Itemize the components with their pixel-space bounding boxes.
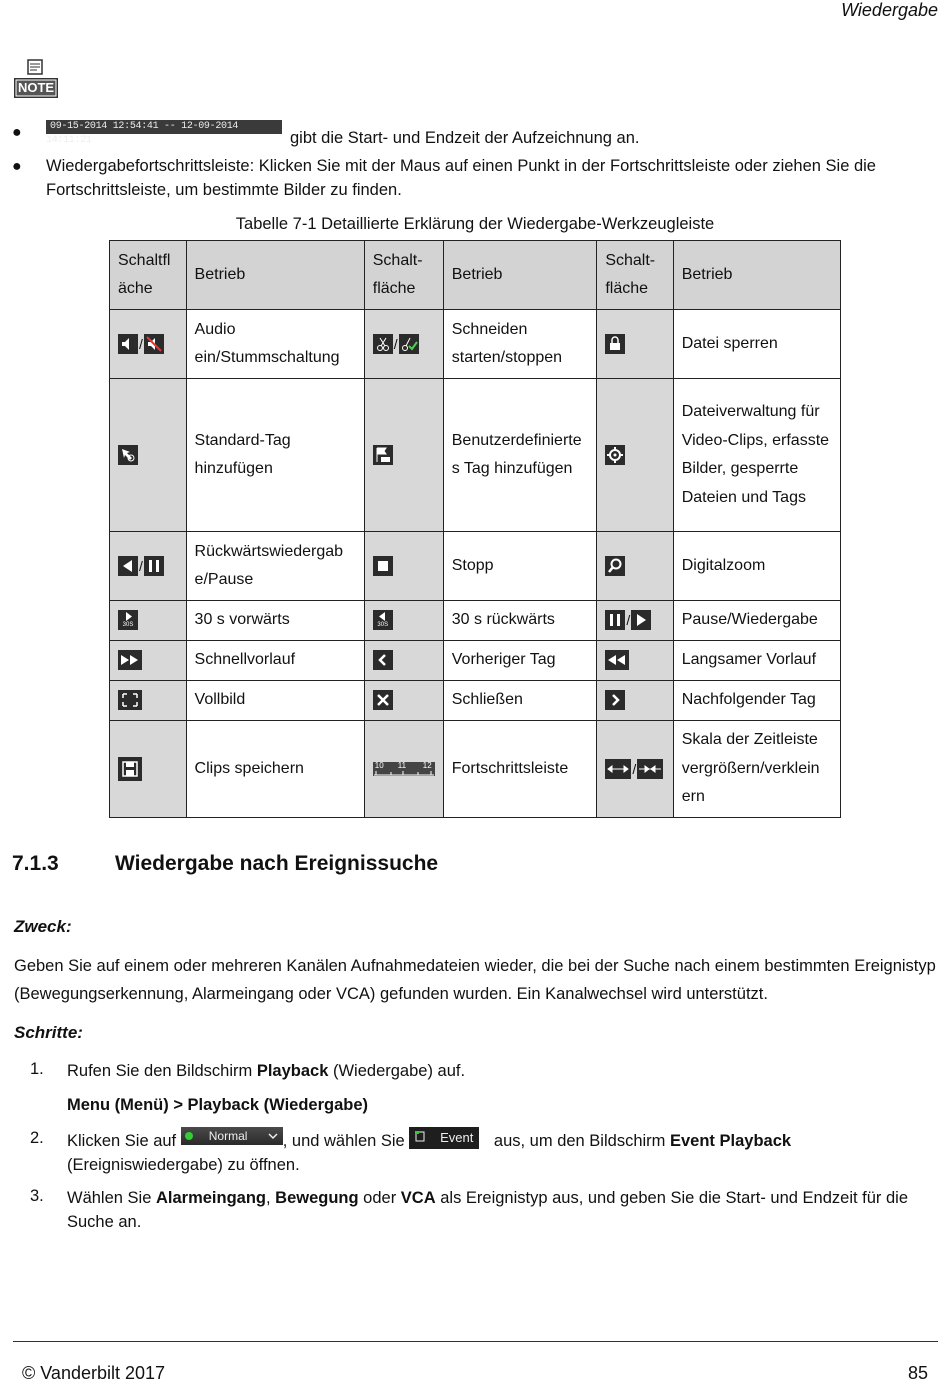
default-tag-icon — [118, 445, 138, 465]
purpose-label: Zweck: — [14, 917, 72, 936]
fullscreen-icon — [118, 690, 142, 710]
operation-cell: Vorheriger Tag — [443, 641, 597, 681]
operation-cell: Stopp — [443, 532, 597, 601]
bullet-dot-icon: ● — [12, 158, 22, 175]
scale-label-12: 12 — [422, 760, 432, 770]
play-icon — [631, 610, 651, 630]
cut-stop-icon — [399, 334, 419, 354]
operation-cell: Pause/Wiedergabe — [673, 601, 840, 641]
operation-cell: Datei sperren — [673, 310, 840, 379]
icon-cell — [597, 379, 673, 532]
header-cell: Schalt- fläche — [597, 241, 673, 310]
bullet-text-2: Wiedergabefortschrittsleiste: Klicken Sie mit der Maus auf einen Punkt in der Fortschrittsleiste oder ziehen Sie die Fortschrittsleiste, um bestimmte Bilder zu finden. — [46, 157, 876, 199]
file-management-icon — [605, 445, 625, 465]
icon-cell: / — [597, 721, 673, 818]
mute-icon — [144, 334, 164, 354]
header-cell: Betrieb — [673, 241, 840, 310]
fast-forward-icon — [118, 650, 142, 670]
section-heading — [12, 852, 438, 876]
operation-cell: Standard-Tag hinzufügen — [186, 379, 364, 532]
table-row — [110, 721, 841, 818]
operation-cell: Schneiden starten/stoppen — [443, 310, 597, 379]
table-row — [110, 532, 841, 601]
table-row — [110, 310, 841, 379]
icon-cell — [364, 641, 443, 681]
save-clips-icon — [118, 757, 142, 781]
icon-cell — [597, 641, 673, 681]
event-label: Event — [440, 1130, 474, 1145]
operation-cell: Skala der Zeitleiste vergrößern/verklein ern — [673, 721, 840, 818]
bullet-text-1: gibt die Start- und Endzeit der Aufzeichnung an. — [290, 129, 640, 147]
scale-label-10: 10 — [374, 760, 384, 770]
forward-30s-label: 30S — [122, 622, 134, 629]
header-cell: Betrieb — [186, 241, 364, 310]
step-number: 1. — [30, 1060, 44, 1078]
table-header-row — [110, 241, 841, 310]
table-caption: Tabelle 7-1 Detaillierte Erklärung der Wiedergabe-Werkzeugleiste — [235, 215, 715, 233]
note-label: NOTE — [17, 80, 55, 95]
table-row — [110, 641, 841, 681]
footer-copyright: © Vanderbilt 2017 — [22, 1363, 166, 1383]
pause-icon — [144, 556, 164, 576]
table-row — [110, 601, 841, 641]
operation-cell: Vollbild — [186, 681, 364, 721]
icon-cell — [597, 310, 673, 379]
icon-cell — [364, 681, 443, 721]
icon-cell — [364, 379, 443, 532]
section-number: 7.1.3 — [12, 852, 59, 875]
toolbar-table — [109, 240, 841, 818]
zoom-out-timeline-icon — [637, 759, 663, 779]
table-row — [110, 379, 841, 532]
purpose-text: Geben Sie auf einem oder mehreren Kanälen Aufnahmedateien wieder, die bei der Suche nach einem bestimmten Ereignistyp (Bewegungserkennung, Alarmeingang oder VCA) gefunden wurden. Ein Kanalwechsel wird unterstützt. — [14, 957, 936, 1003]
operation-cell: Digitalzoom — [673, 532, 840, 601]
header-cell: Betrieb — [443, 241, 597, 310]
bullet-dot-icon: ● — [12, 124, 22, 141]
operation-cell: 30 s rückwärts — [443, 601, 597, 641]
pause-icon — [605, 610, 625, 630]
slow-forward-icon — [605, 650, 629, 670]
event-button[interactable] — [409, 1127, 479, 1149]
operation-cell: Dateiverwaltung für Video-Clips, erfasste Bilder, gesperrte Dateien und Tags — [673, 379, 840, 532]
close-icon — [373, 690, 393, 710]
previous-tag-icon — [373, 650, 393, 670]
running-header: Wiedergabe — [841, 0, 938, 20]
menu-path: Menu (Menü) > Playback (Wiedergabe) — [67, 1096, 369, 1114]
operation-cell: Clips speichern — [186, 721, 364, 818]
icon-cell — [110, 601, 187, 641]
stop-icon — [373, 556, 393, 576]
backward-30s-label: 30S — [377, 622, 389, 629]
bullet-item-1 — [46, 120, 936, 150]
step-3: Wählen Sie Alarmeingang, Bewegung oder VCA als Ereignistyp aus, und geben Sie die Start- und Endzeit für die Suche an. — [67, 1189, 909, 1231]
operation-cell: Nachfolgender Tag — [673, 681, 840, 721]
operation-cell: Rückwärtswiedergab e/Pause — [186, 532, 364, 601]
custom-tag-icon — [373, 445, 393, 465]
header-cell: Schalt- fläche — [364, 241, 443, 310]
reverse-play-icon — [118, 556, 138, 576]
normal-label: Normal — [208, 1129, 248, 1143]
icon-cell: / — [364, 310, 443, 379]
table-row — [110, 681, 841, 721]
cut-start-icon — [373, 334, 393, 354]
progress-bar-icon — [373, 762, 435, 776]
step-1: Rufen Sie den Bildschirm Playback (Wiedergabe) auf. — [67, 1062, 466, 1080]
forward-30s-icon — [118, 610, 138, 630]
audio-on-icon — [118, 334, 138, 354]
icon-cell — [110, 379, 187, 532]
page-number: 85 — [907, 1363, 928, 1383]
footer-divider — [13, 1341, 938, 1342]
operation-cell: 30 s vorwärts — [186, 601, 364, 641]
icon-cell — [597, 532, 673, 601]
operation-cell: Fortschrittsleiste — [443, 721, 597, 818]
icon-cell — [364, 532, 443, 601]
operation-cell: Schließen — [443, 681, 597, 721]
step-number: 2. — [30, 1129, 44, 1147]
icon-cell: / — [110, 532, 187, 601]
step-2: Klicken Sie auf Normal , und wählen Sie Event aus, um den Bildschirm Event Playback (Ereigniswiedergabe) zu öffnen. — [67, 1129, 792, 1174]
note-icon — [12, 58, 60, 102]
section-title: Wiedergabe nach Ereignissuche — [115, 852, 439, 875]
icon-cell — [110, 721, 187, 818]
icon-cell — [110, 641, 187, 681]
digital-zoom-icon — [605, 556, 625, 576]
time-range-bar: 09-15-2014 12:54:41 -- 12-09-2014 14:11:21 — [46, 120, 282, 134]
backward-30s-icon — [373, 610, 393, 630]
normal-dropdown-button[interactable] — [181, 1127, 283, 1145]
operation-cell: Langsamer Vorlauf — [673, 641, 840, 681]
scale-label-11: 11 — [397, 760, 407, 770]
next-tag-icon — [605, 690, 625, 710]
icon-cell: / — [110, 310, 187, 379]
icon-cell — [364, 721, 443, 818]
operation-cell: Benutzerdefinierte s Tag hinzufügen — [443, 379, 597, 532]
icon-cell — [110, 681, 187, 721]
operation-cell: Schnellvorlauf — [186, 641, 364, 681]
icon-cell: / — [597, 601, 673, 641]
icon-cell — [597, 681, 673, 721]
step-number: 3. — [30, 1187, 44, 1205]
zoom-in-timeline-icon — [605, 759, 631, 779]
icon-cell — [364, 601, 443, 641]
lock-file-icon — [605, 334, 625, 354]
header-cell: Schaltfl äche — [110, 241, 187, 310]
steps-label: Schritte: — [14, 1023, 83, 1042]
operation-cell: Audio ein/Stummschaltung — [186, 310, 364, 379]
